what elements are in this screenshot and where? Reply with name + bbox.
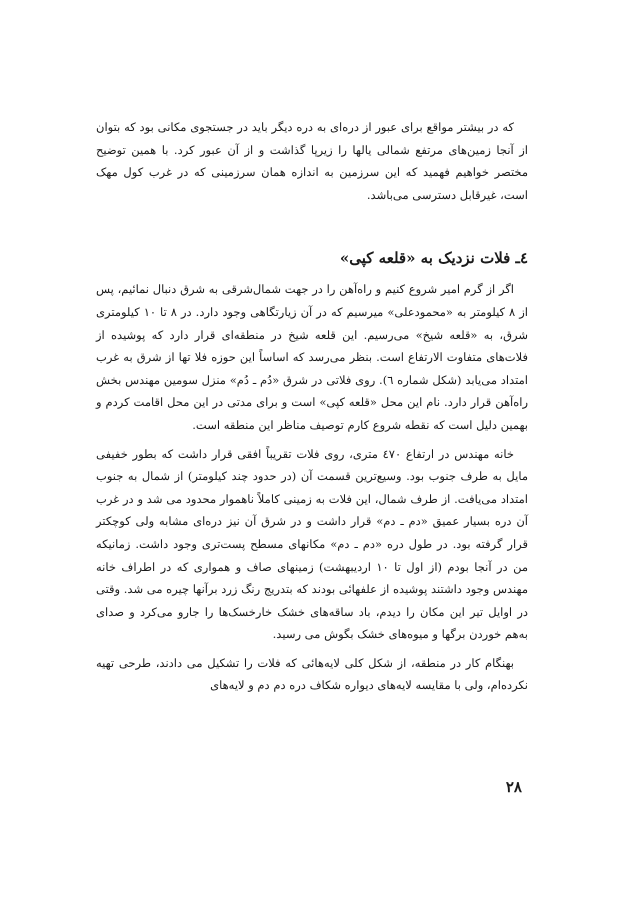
section-heading: ٤ـ فلات نزدیک به «قلعه کپی» <box>339 249 528 268</box>
paragraph-3: خانه مهندس در ارتفاع ٤٧٠ متری، روی فلات تقریباً افقی قرار داشت که بطور خفیفی مایل به طرف جنوب بود. وسیع‌ترین قسمت آن (در حدود چند کیلومتر) از شمال به جنوب امتداد می‌یافت. از طرف شمال، این فلات به زمینی کاملاً ناهموار محدود می شد و در غرب آن دره بسیار عمیق «دم ـ دم» قرار داشت و در شرق آن نیز دره‌ای مشابه ولی کوچکتر قرار گرفته بود. در طول دره «دم ـ دم» مکانهای مسطح پست‌تری وجود داشت. زمانیکه من در آنجا بودم (از اول تا ۱۰ اردیبهشت) زمینهای صاف و همواری که در اطراف خانه مهندس وجود داشتند پوشیده از علفهائی بودند که بتدریج رنگ زرد برآنها چیره می شد. وقتی در اوایل تیر این مکان را دیدم، باد ساقه‌های خشک خارخسک‌ها را جارو می‌کرد و صدای به‌هم خوردن برگها و میوه‌های خشک بگوش می رسید. <box>96 446 528 642</box>
page-number: ٢٨ <box>505 778 522 796</box>
paragraph-2: اگر از گرم امیر شروع کنیم و راه‌آهن را در جهت شمال‌شرقی به شرق دنبال نمائیم، پس از ۸ کیلومتر به «محمودعلی» میرسیم که در آن زیارتگاهی وجود دارد. در ۸ تا ۱۰ کیلومتری شرق، به «قلعه شیخ» می‌رسیم. این قلعه شیخ در منطقه‌ای قرار دارد که پوشیده از فلات‌های متفاوت الارتفاع است. بنظر می‌رسد که اساساً این حوزه فلا تها از شرق به غرب امتداد می‌یابد (شکل شماره ٦). روی فلاتی در شرق «دُم ـ دُم» منزل سومین مهندس بخش راه‌آهن قرار دارد. نام این محل «قلعه کپی» است و برای مدتی در این محل اقامت کردم و بهمین دلیل است که نقطه شروع کارم توصیف مناظر این منطقه است. <box>96 282 528 432</box>
paragraph-1: که در بیشتر مواقع برای عبور از دره‌ای به دره دیگر باید در جستجوی مکانی بود که بتوان از آنجا زمین‌های مرتفع شمالی یالها را زیرپا گذاشت و از آن عبور کرد. با همین توضیح مختصر خواهیم فهمید که این سرزمین به اندازه همان سرزمینی که در غرب کول مهک است، غیرقابل دسترسی می‌باشد. <box>96 120 528 202</box>
body-text <box>96 116 528 697</box>
paragraph-4: بهنگام کار در منطقه، از شکل کلی لایه‌هائی که فلات را تشکیل می دادند، طرحی تهیه نکرده‌ام، ولی با مقایسه لایه‌های دیواره شکاف دره دم دم و لایه‌های <box>96 655 528 693</box>
